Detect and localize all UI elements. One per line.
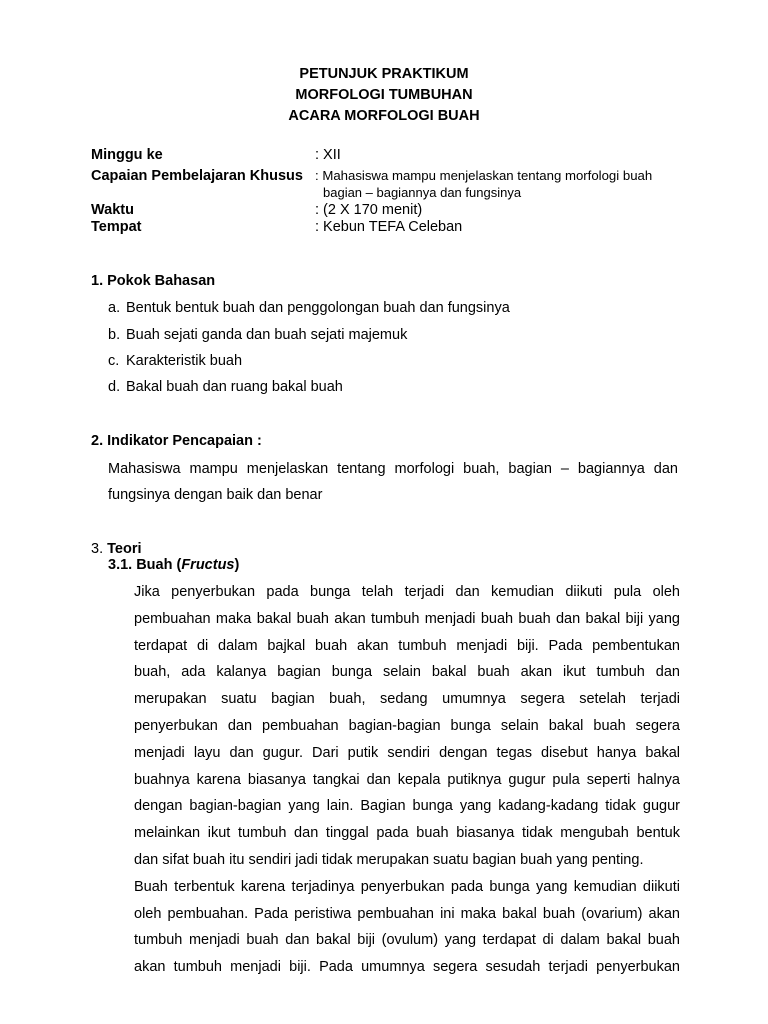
section-2-title: Indikator Pencapaian : (107, 433, 262, 449)
paragraph-line: merupakan suatu bagian buah, sedang umumnya segera setelah terjadi (134, 691, 680, 708)
section-1-title: Pokok Bahasan (107, 273, 216, 289)
section-3-title: Teori (107, 541, 142, 557)
list-marker: a. (108, 300, 121, 316)
section-1-number: 1. (91, 273, 104, 289)
section-2-paragraph (108, 456, 678, 508)
paragraph-line: penyerbukan dan pembuahan bagian-bagian bunga selain bakal buah segera (134, 717, 680, 734)
capaian-label: Capaian Pembelajaran Khusus (91, 168, 303, 184)
paragraph-line: pembuahan maka bakal buah akan tumbuh menjadi buah buah dan bakal biji yang (134, 610, 680, 627)
paragraph-line: buahnya karena biasanya tangkai dan kepala putiknya gugur pula seperti halnya (134, 771, 680, 788)
document-title-line-3: ACARA MORFOLOGI BUAH (288, 108, 480, 124)
tempat-value: : Kebun TEFA Celeban (315, 219, 463, 235)
paragraph-line: oleh pembuahan. Pada peristiwa pembuahan ini maka bakal buah (ovarium) akan (134, 905, 680, 922)
section-2-number: 2. (91, 433, 104, 449)
paragraph-line: fungsinya dengan baik dan benar (108, 487, 323, 503)
paragraph-line: menjadi layu dan gugur. Dari putik sendiri dengan tegas disebut hanya bakal (134, 744, 680, 761)
paragraph-line: melainkan ikut tumbuh dan tinggal pada buah biasanya tidak mengubah bentuk (134, 825, 680, 842)
section-3-number: 3. (91, 541, 104, 557)
paragraph-line: Mahasiswa mampu menjelaskan tentang morfologi buah, bagian – bagiannya dan (108, 461, 678, 477)
paragraph-line: Jika penyerbukan pada bunga telah terjadi dan kemudian diikuti pula oleh (134, 584, 680, 600)
paragraph-line: akan tumbuh menjadi biji. Pada umumnya segera sesudah terjadi penyerbukan (134, 959, 680, 976)
paragraph-line: dan sifat buah itu sendiri jadi tidak merupakan suatu bagian buah yang penting. (134, 851, 644, 868)
list-marker: d. (108, 379, 121, 395)
section-1-heading (91, 273, 215, 289)
list-item (108, 327, 407, 343)
minggu-label: Minggu ke (91, 147, 163, 163)
minggu-value: : XII (315, 147, 341, 163)
list-item (108, 300, 510, 316)
section-2-heading (91, 433, 262, 449)
waktu-label: Waktu (91, 202, 134, 218)
list-marker: b. (108, 327, 121, 343)
tempat-label: Tempat (91, 219, 142, 235)
list-marker: c. (108, 353, 120, 369)
capaian-value-line-2: bagian – bagiannya dan fungsinya (323, 185, 522, 200)
document-title-line-1: PETUNJUK PRAKTIKUM (299, 66, 469, 82)
subsection-suffix: ) (234, 557, 240, 573)
paragraph-line: Buah terbentuk karena terjadinya penyerbukan pada bunga yang kemudian diikuti (134, 878, 680, 895)
paragraph-line: terdapat di dalam bajkal buah akan tumbuh menjadi biji. Pada pembentukan (134, 637, 680, 654)
subsection-prefix: 3.1. Buah ( (108, 557, 182, 573)
list-text: Buah sejati ganda dan buah sejati majemuk (126, 327, 408, 343)
waktu-value: : (2 X 170 menit) (315, 202, 423, 218)
paragraph-line: tumbuh menjadi buah dan bakal biji (ovulum) yang terdapat di dalam bakal buah (134, 932, 680, 949)
list-text: Bakal buah dan ruang bakal buah (126, 379, 343, 395)
list-text: Karakteristik buah (126, 353, 243, 369)
capaian-value-line-1: : Mahasiswa mampu menjelaskan tentang morfologi buah (315, 168, 653, 183)
list-text: Bentuk bentuk buah dan penggolongan buah dan fungsinya (126, 300, 510, 316)
subsection-italic-term: Fructus (181, 557, 235, 573)
document-title-line-2: MORFOLOGI TUMBUHAN (295, 87, 473, 103)
section-3-heading (91, 541, 142, 557)
list-item (108, 353, 242, 369)
teori-paragraph (134, 579, 680, 981)
subsection-3-1-heading (108, 557, 239, 573)
paragraph-line: buah, ada kalanya bagian bunga selain bakal buah akan ikut tumbuh dan (134, 664, 680, 681)
paragraph-line: dengan bagian-bagian yang lain. Bagian bunga yang kadang-kadang tidak gugur (134, 798, 680, 815)
list-item (108, 379, 343, 395)
